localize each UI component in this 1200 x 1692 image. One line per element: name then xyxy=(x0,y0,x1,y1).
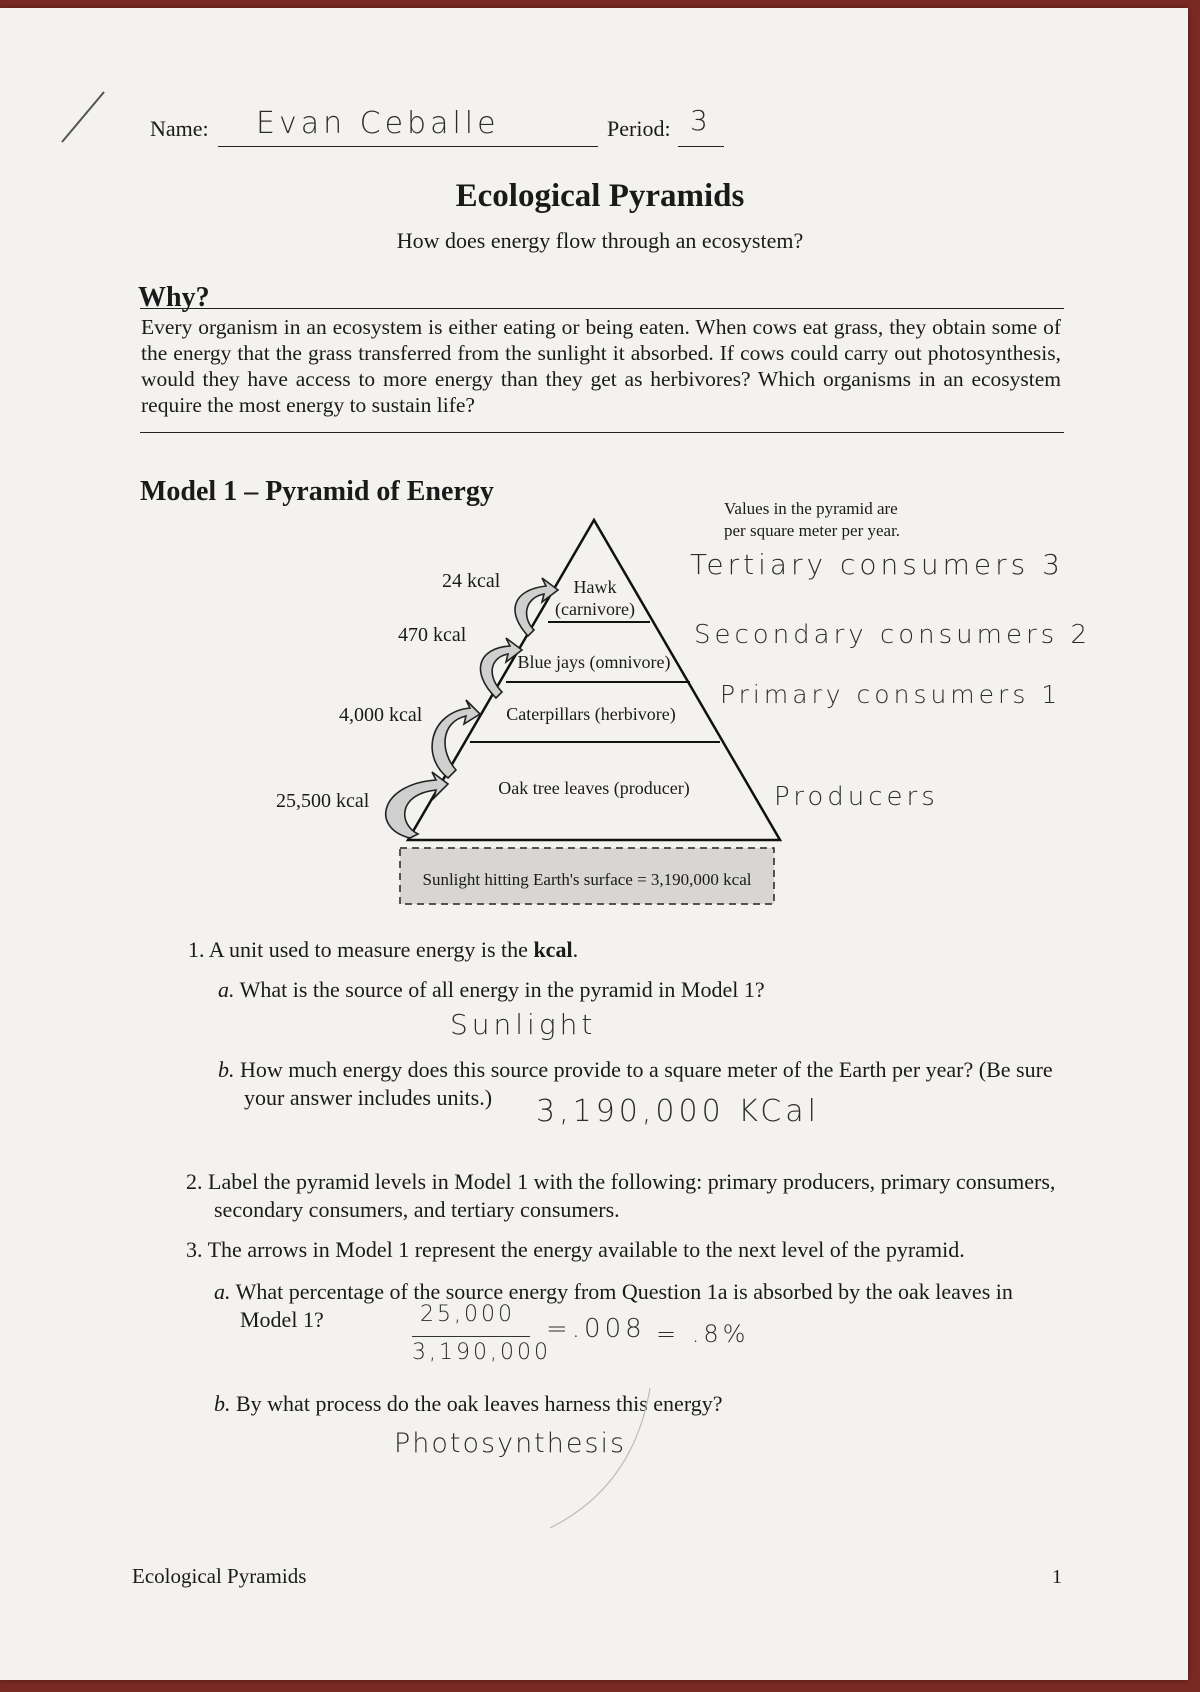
hand-producers: Producers xyxy=(774,782,939,812)
page-subtitle: How does energy flow through an ecosystem? xyxy=(396,228,804,253)
q1b-answer: 3,190,000 KCal xyxy=(536,1094,820,1129)
q3a-answer-decimal: =.008 xyxy=(546,1314,646,1344)
q1 xyxy=(188,936,578,964)
why-text: Every organism in an ecosystem is either eating or being eaten. When cows eat grass, they obtain some of the energy that the grass transferred from the sunlight it absorbed. If cows could carry out photosynthesis, would they have access to more energy than they get as herbivores? Which organisms in an ecosystem require the most energy to sustain life? xyxy=(141,315,1061,417)
level-hawk-line2: (carnivore) xyxy=(555,599,635,619)
pencil-stray-line xyxy=(540,1378,660,1538)
model-note-line2: per square meter per year. xyxy=(724,521,901,540)
q3a-letter: a. xyxy=(214,1279,231,1304)
name-value: Evan Ceballe xyxy=(256,106,500,141)
worksheet-page xyxy=(0,8,1188,1680)
q2-text-1: Label the pyramid levels in Model 1 with the following: primary producers, primary consumers, xyxy=(208,1169,1056,1194)
q2 xyxy=(186,1168,1055,1224)
name-label: Name: xyxy=(150,116,209,141)
q1a xyxy=(218,976,765,1004)
q1-text-end: . xyxy=(572,937,579,962)
q3b-text: By what process do the oak leaves harness this energy? xyxy=(236,1391,723,1416)
kcal-oak-leaves: 25,500 kcal xyxy=(276,790,370,812)
q3b-answer: Photosynthesis xyxy=(394,1428,627,1459)
q1b-text-1: How much energy does this source provide to a square meter of the Earth per year? (Be sure xyxy=(240,1057,1053,1082)
page-number: 1 xyxy=(1052,1566,1062,1588)
q1a-letter: a. xyxy=(218,977,235,1002)
q3-number: 3. xyxy=(186,1237,203,1262)
level-caterpillars: Caterpillars (herbivore) xyxy=(506,704,676,724)
kcal-caterpillars: 4,000 kcal xyxy=(339,704,423,726)
why-heading: Why? xyxy=(138,282,210,313)
q3b-letter: b. xyxy=(214,1391,231,1416)
model-heading: Model 1 – Pyramid of Energy xyxy=(140,476,494,507)
kcal-hawk: 24 kcal xyxy=(442,570,501,592)
q2-number: 2. xyxy=(186,1169,203,1194)
q1b-text-2: your answer includes units.) xyxy=(244,1085,493,1110)
hand-secondary: Secondary consumers 2 xyxy=(694,620,1092,650)
q3a-answer-denominator: 3,190,000 xyxy=(412,1340,551,1365)
q3 xyxy=(186,1236,965,1264)
q1-number: 1. xyxy=(188,937,205,962)
level-blue-jays: Blue jays (omnivore) xyxy=(517,652,671,672)
hand-tertiary: Tertiary consumers 3 xyxy=(690,548,1064,581)
footer-title: Ecological Pyramids xyxy=(132,1564,307,1588)
q1a-text: What is the source of all energy in the pyramid in Model 1? xyxy=(239,977,765,1002)
q1-text: A unit used to measure energy is the xyxy=(208,937,534,962)
q3a-answer-numerator: 25,000 xyxy=(420,1302,515,1327)
q2-text-2: secondary consumers, and tertiary consumers. xyxy=(214,1197,620,1222)
kcal-blue-jays: 470 kcal xyxy=(398,624,467,646)
q3a-text-1: What percentage of the source energy from Question 1a is absorbed by the oak leaves in xyxy=(235,1279,1013,1304)
q3a-answer-percent: = .8% xyxy=(656,1320,750,1348)
level-hawk-line1: Hawk xyxy=(573,577,617,597)
period-label: Period: xyxy=(607,116,671,141)
q1a-answer: Sunlight xyxy=(450,1008,597,1041)
level-oak-leaves: Oak tree leaves (producer) xyxy=(498,778,690,798)
hand-primary: Primary consumers 1 xyxy=(720,680,1062,709)
q3a-text-2: Model 1? xyxy=(240,1307,324,1332)
q3a-fraction-bar xyxy=(412,1336,530,1337)
page-title: Ecological Pyramids xyxy=(455,178,745,214)
model-note-line1: Values in the pyramid are xyxy=(724,499,898,518)
period-value: 3 xyxy=(690,104,712,137)
q1-bold: kcal xyxy=(533,937,573,962)
q1b-letter: b. xyxy=(218,1057,235,1082)
sunlight-label: Sunlight hitting Earth's surface = 3,190,000 kcal xyxy=(422,870,752,889)
q3-text: The arrows in Model 1 represent the energy available to the next level of the pyramid. xyxy=(207,1237,965,1262)
level-hawk xyxy=(535,576,655,620)
